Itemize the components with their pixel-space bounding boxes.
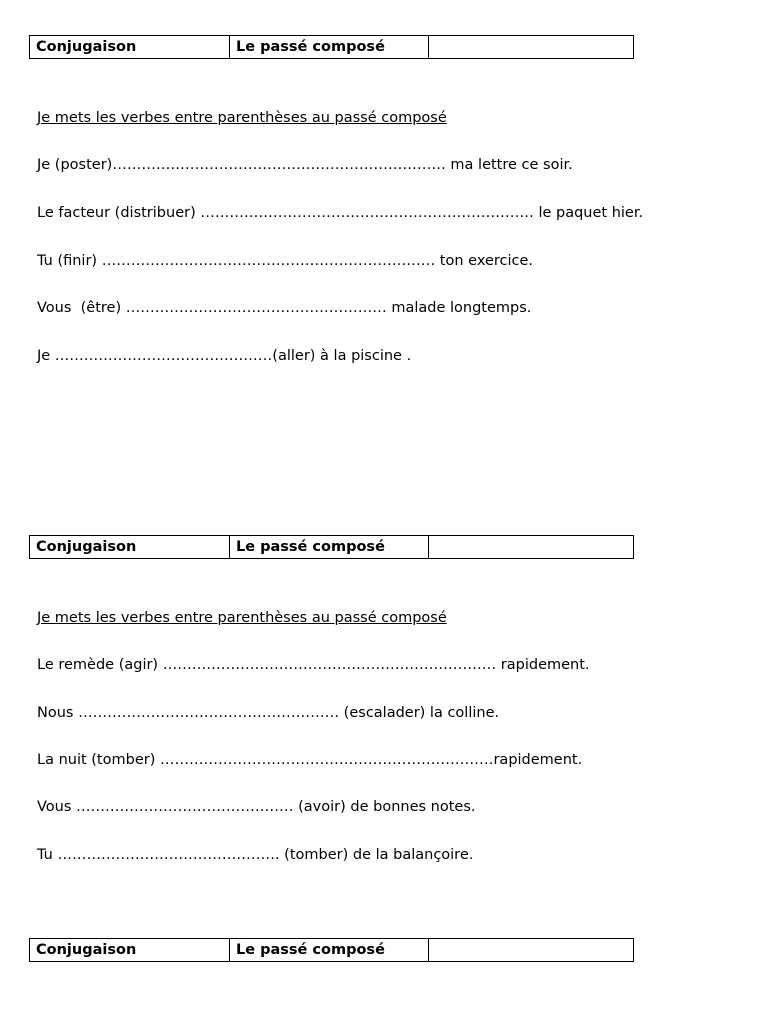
sentence-line: Le facteur (distribuer) …………………………………………………………… le paquet hier. (37, 205, 644, 221)
sentence-line: Je ………………………………………(aller) à la piscine . (37, 348, 412, 364)
empty-cell (429, 536, 634, 559)
header-table (29, 35, 634, 59)
sentence-line: La nuit (tomber) ……………………………………………………………rapidement. (37, 752, 583, 768)
sentence-line: Tu ………………………………………. (tomber) de la balançoire. (37, 847, 474, 863)
topic-cell: Le passé composé (230, 36, 429, 59)
header-table (29, 938, 634, 962)
subject-cell: Conjugaison (30, 36, 230, 59)
sentence-line: Vous (être) ……………………………………………… malade longtemps. (37, 300, 532, 316)
sentence-line: Tu (finir) …………………………………………………………… ton exercice. (37, 253, 534, 269)
instruction: Je mets les verbes entre parenthèses au passé composé (37, 610, 447, 626)
topic-cell: Le passé composé (230, 939, 429, 962)
empty-cell (429, 36, 634, 59)
empty-cell (429, 939, 634, 962)
topic-cell: Le passé composé (230, 536, 429, 559)
instruction: Je mets les verbes entre parenthèses au passé composé (37, 110, 447, 126)
subject-cell: Conjugaison (30, 536, 230, 559)
sentence-line: Je (poster)…………………………………………………………… ma lettre ce soir. (37, 157, 573, 173)
sentence-line: Nous ……………………………………………… (escalader) la colline. (37, 705, 500, 721)
sentence-line: Le remède (agir) …………………………………………………………… rapidement. (37, 657, 590, 673)
sentence-line: Vous ……………………………………… (avoir) de bonnes notes. (37, 799, 476, 815)
header-table (29, 535, 634, 559)
subject-cell: Conjugaison (30, 939, 230, 962)
